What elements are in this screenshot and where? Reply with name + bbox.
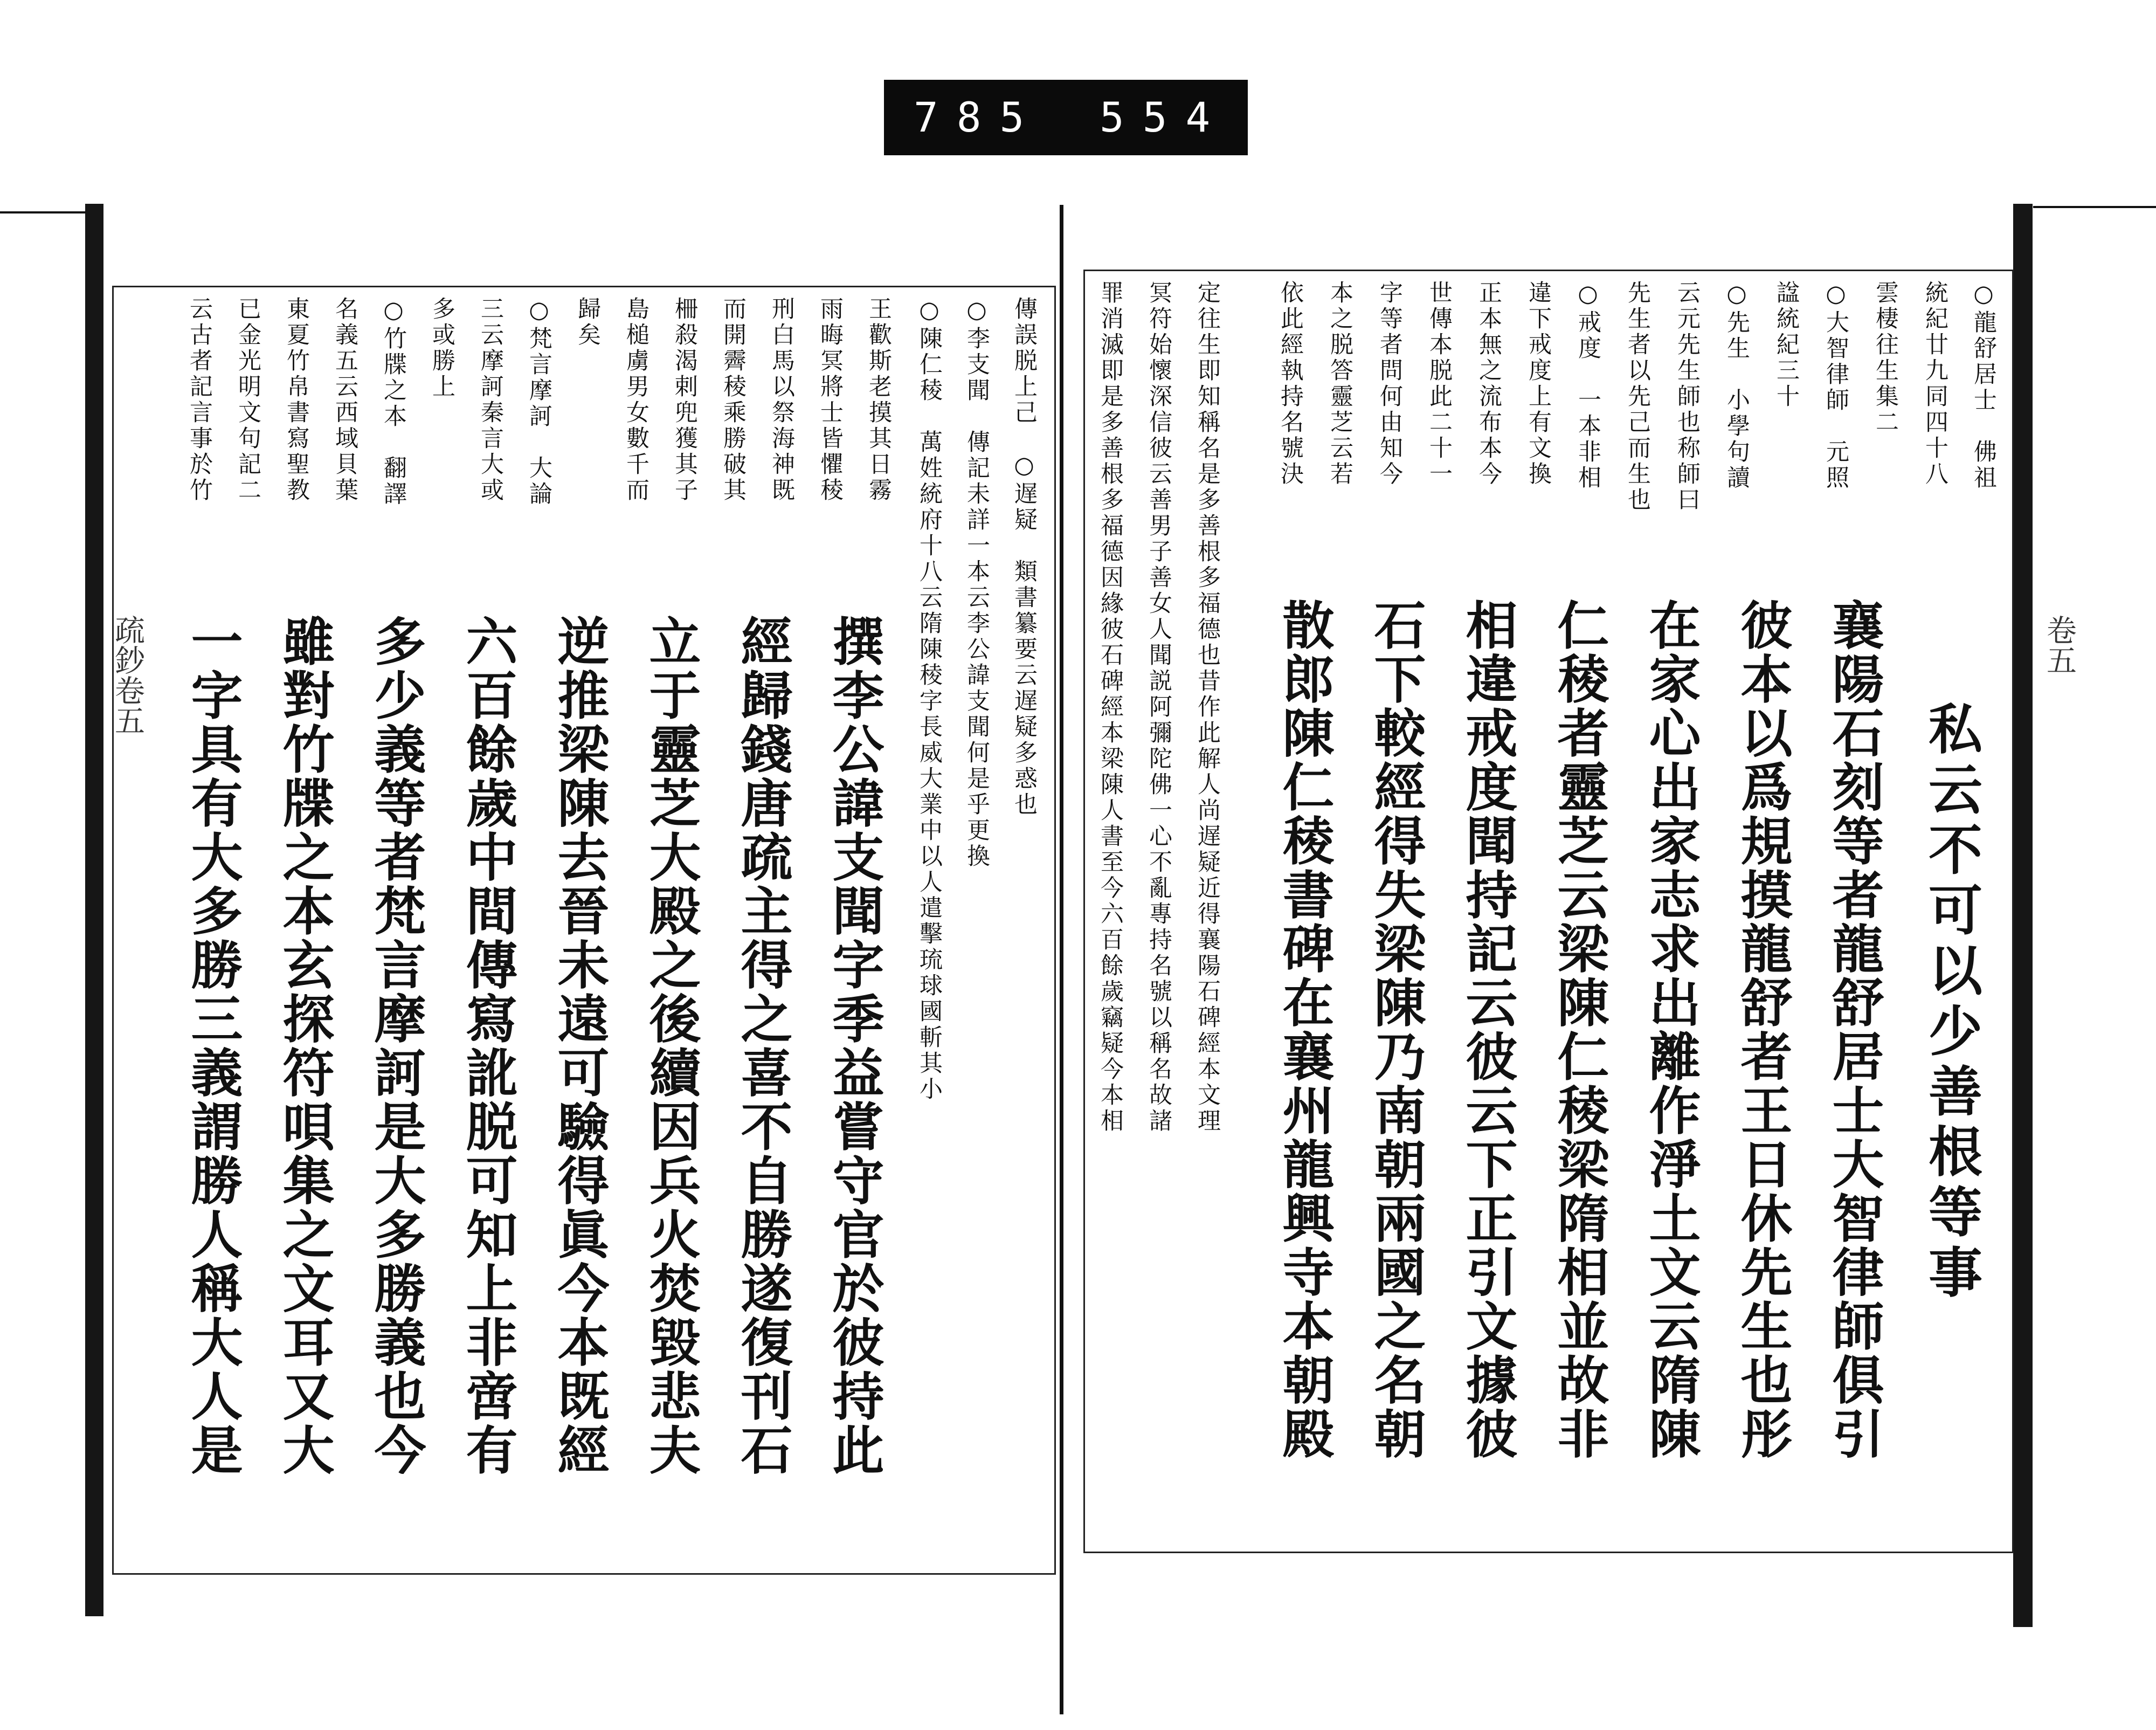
left-main-col: 雖對竹牒之本玄探符唄集之文耳又大 xyxy=(274,615,335,1477)
right-note-col: ○大智律師 元照 xyxy=(1822,280,1849,491)
right-note-col: 云元先生師也称師曰 xyxy=(1674,280,1701,513)
right-note-col: ○戒度 一本非相 xyxy=(1574,280,1601,491)
right-note-col: 定往生即知稱名是多善根多福德也昔作此解人尚遅疑近得襄陽石碑經本文理 xyxy=(1194,280,1221,1134)
left-note-col: 多或勝上 xyxy=(429,297,455,400)
right-note-col: 本之脱答靈芝云若 xyxy=(1326,280,1353,487)
left-note-col: 歸矣 xyxy=(574,297,601,348)
right-main-col: 襄陽石刻等者龍舒居士大智律師俱引 xyxy=(1824,598,1885,1461)
left-note-col: 名義五云西域貝葉 xyxy=(331,297,358,504)
left-main-col: 逆推梁陳去晉未遠可驗得眞今本既經 xyxy=(549,615,610,1477)
left-note-col: 傳誤脱上己 ○遅疑 類書纂要云遅疑多惑也 xyxy=(1011,297,1038,818)
left-note-col: 島槌虜男女數千而 xyxy=(623,297,649,504)
section-heading: 私云不可以少善根等事 xyxy=(1919,701,1983,1305)
left-main-col: 六百餘歲中間傳寫訛脱可知上非啻有 xyxy=(458,615,519,1477)
right-note-col: 先生者以先己而生也 xyxy=(1624,280,1651,513)
top-left-rule xyxy=(0,211,86,213)
right-note-col: 統紀廿九同四十八 xyxy=(1922,280,1948,487)
left-main-col: 立于靈芝大殿之後續因兵火焚毀悲夫 xyxy=(641,615,702,1477)
left-margin-tab: 疏鈔卷五 xyxy=(110,615,145,735)
right-main-col: 石下較經得失梁陳乃南朝兩國之名朝 xyxy=(1366,598,1427,1461)
right-note-col: 依此經執持名號決 xyxy=(1277,280,1304,487)
right-note-col: 罪消滅即是多善根多福德因緣彼石碑經本梁陳人書至今六百餘歲竊疑今本相 xyxy=(1097,280,1124,1134)
right-page-edge xyxy=(2013,204,2033,1627)
right-note-col: ○龍舒居士 佛祖 xyxy=(1970,280,1997,491)
right-main-col: 在家心出家志求出離作淨土文云隋陳 xyxy=(1641,598,1702,1461)
right-note-col: 字等者問何由知今 xyxy=(1376,280,1403,487)
left-note-col: 東夏竹帛書寫聖教 xyxy=(283,297,310,504)
left-note-col: ○竹牒之本 翻譯 xyxy=(380,297,407,507)
left-note-col: 柵殺渴剌兜獲其子 xyxy=(671,297,698,504)
right-note-col: 諡統紀三十 xyxy=(1773,280,1800,410)
left-note-col: 王歡斯老摸其日霧 xyxy=(865,297,892,504)
left-note-col: ○李支聞 傳記未詳一本云李公諱支聞何是乎更換 xyxy=(963,297,990,870)
top-right-rule xyxy=(2033,206,2156,208)
right-main-col: 散郎陳仁稜書碑在襄州龍興寺本朝殿 xyxy=(1274,598,1335,1461)
left-note-col: 刑白馬以祭海神既 xyxy=(768,297,795,504)
right-main-col: 仁稜者靈芝云梁陳仁稜梁隋相並故非 xyxy=(1549,598,1610,1461)
right-note-col: 世傳本脱此二十一 xyxy=(1426,280,1453,487)
left-main-col: 多少義等者梵言摩訶是大多勝義也今 xyxy=(366,615,427,1477)
left-note-col: 三云摩訶秦言大或 xyxy=(477,297,504,504)
left-note-col: ○陳仁稜 萬姓統府十八云隋陳稜字長威大業中以人遣擊琉球國斬其小 xyxy=(916,297,943,1102)
left-main-col: 撰李公諱支聞字季益嘗守官於彼持此 xyxy=(824,615,885,1477)
left-note-col: ○梵言摩訶 大論 xyxy=(526,297,552,507)
right-margin-tab: 卷五 xyxy=(2042,615,2077,675)
left-page-edge xyxy=(85,204,103,1616)
right-note-col: 雲棲往生集二 xyxy=(1872,280,1899,436)
left-main-col: 一字具有大多勝三義謂勝人稱大人是 xyxy=(183,615,244,1477)
left-main-col: 經歸錢唐疏主得之喜不自勝遂復刊石 xyxy=(733,615,793,1477)
right-note-col: 違下戒度上有文換 xyxy=(1525,280,1552,487)
catalog-number-right: 554 xyxy=(1100,93,1229,141)
right-note-col: 冥符始懷深信彼云善男子善女人聞説阿彌陀佛一心不亂專持名號以稱名故諸 xyxy=(1145,280,1172,1134)
left-note-col: 已金光明文句記二 xyxy=(234,297,261,504)
catalog-number-label xyxy=(884,80,1248,155)
gutter-line xyxy=(1060,205,1063,1714)
right-main-col: 相違戒度聞持記云彼云下正引文據彼 xyxy=(1457,598,1518,1461)
right-main-col: 彼本以爲規摸龍舒者王日休先生也彤 xyxy=(1732,598,1793,1461)
left-note-col: 云古者記言事於竹 xyxy=(186,297,213,504)
left-note-col: 而開霽稜乘勝破其 xyxy=(720,297,747,504)
left-note-col: 雨晦冥將士皆懼稜 xyxy=(817,297,844,504)
right-note-col: ○先生 小學句讀 xyxy=(1723,280,1750,491)
catalog-number-left: 785 xyxy=(914,93,1043,141)
right-note-col: 正本無之流布本今 xyxy=(1475,280,1502,487)
